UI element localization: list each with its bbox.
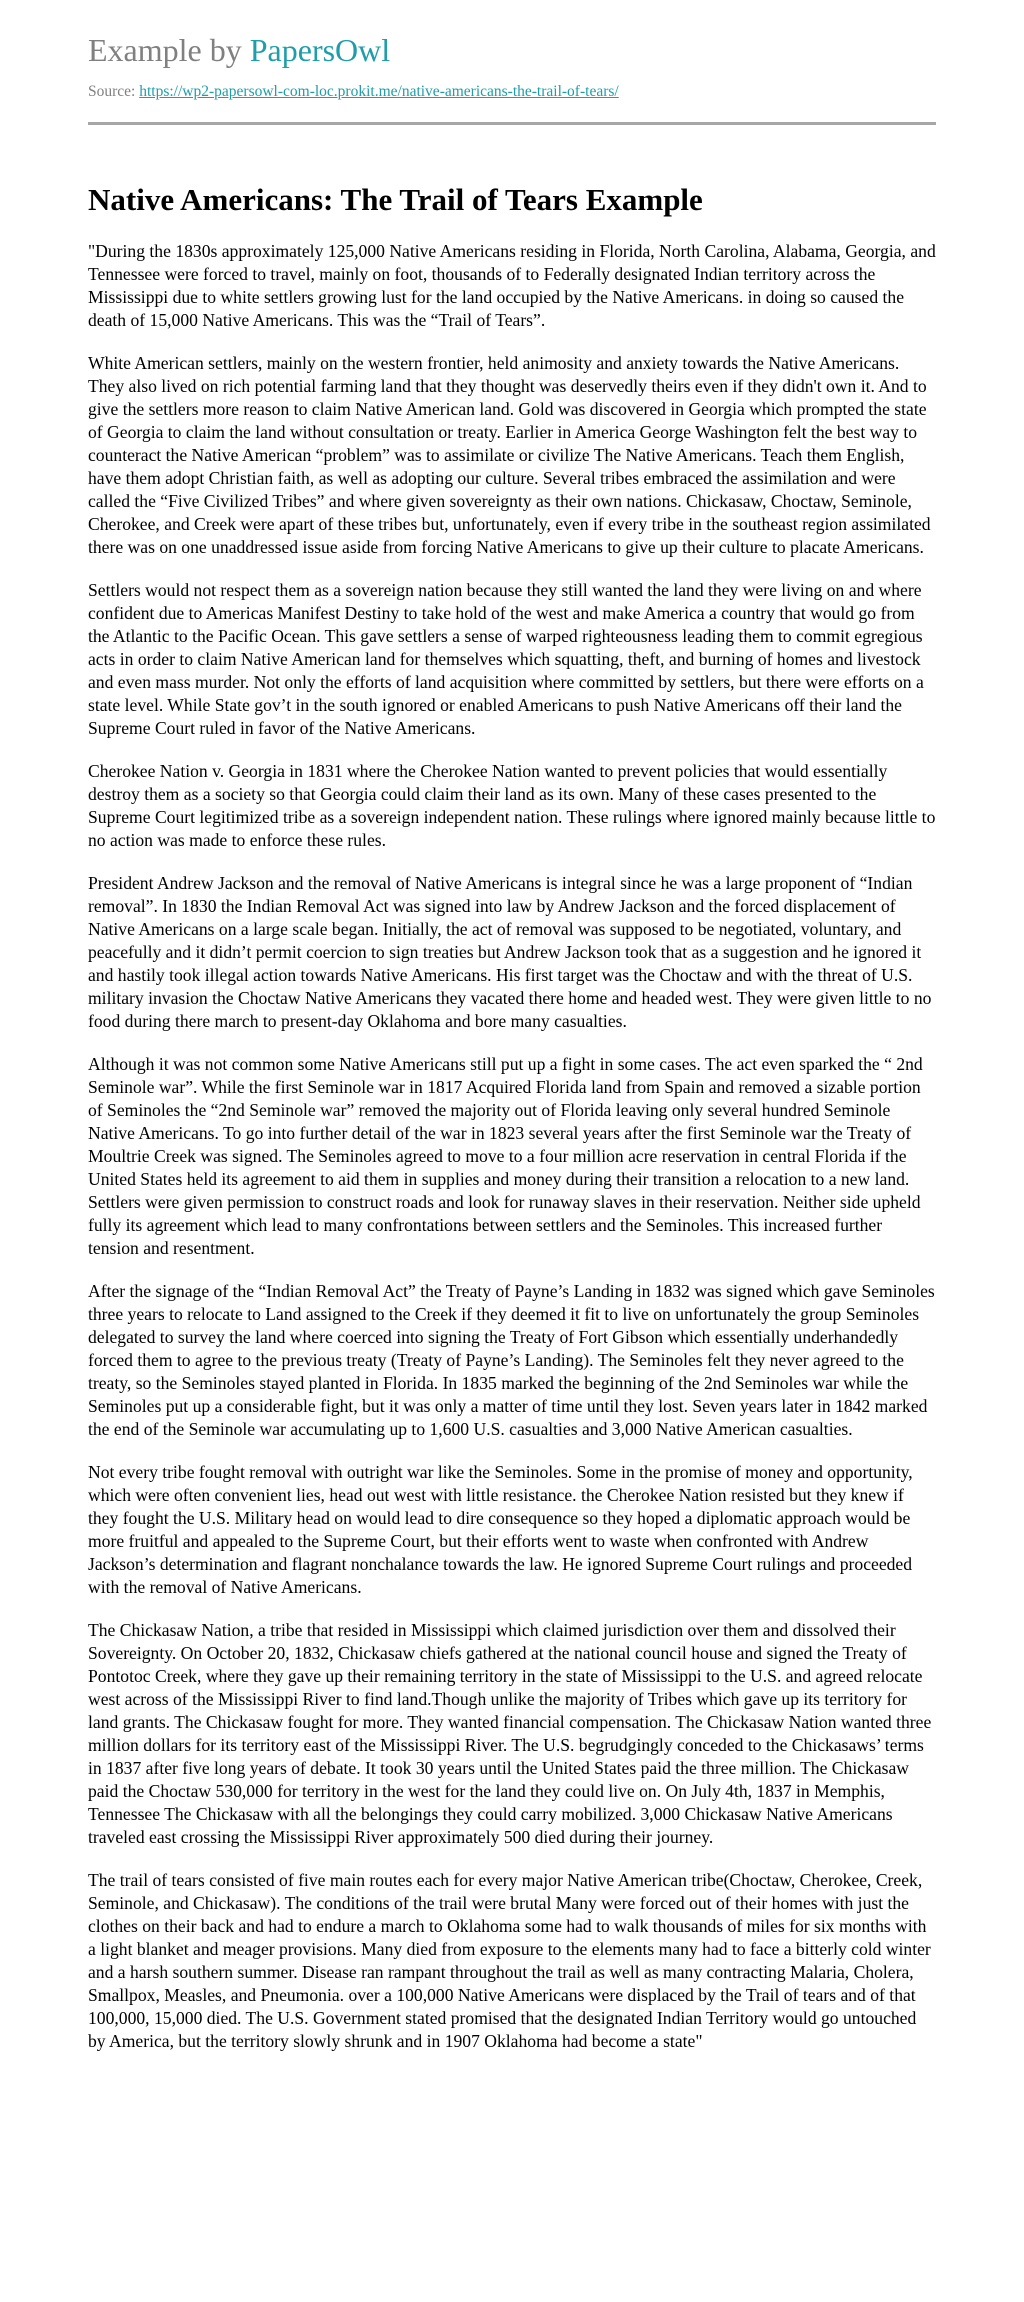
- header: [88, 28, 936, 102]
- source-line: [88, 82, 936, 102]
- paragraph: After the signage of the “Indian Removal Act” the Treaty of Payne’s Landing in 1832 was signed which gave Seminoles three years to relocate to Land assigned to the Creek if they deemed it fit to live on unfortunately the group Seminoles delegated to survey the land where coerced into signing the Treaty of Fort Gibson which essentially underhandedly forced them to agree to the previous treaty (Treaty of Payne’s Landing). The Seminoles felt they never agreed to the treaty, so the Seminoles stayed planted in Florida. In 1835 marked the beginning of the 2nd Seminoles war while the Seminoles put up a considerable fight, but it was only a matter of time until they lost. Seven years later in 1842 marked the end of the Seminole war accumulating up to 1,600 U.S. casualties and 3,000 Native American casualties.: [88, 1281, 935, 1439]
- source-link[interactable]: https://wp2-papersowl-com-loc.prokit.me/native-americans-the-trail-of-tears/: [139, 83, 619, 100]
- article-body: [88, 240, 936, 2073]
- paragraph: President Andrew Jackson and the removal of Native Americans is integral since he was a large proponent of “Indian removal”. In 1830 the Indian Removal Act was signed into law by Andrew Jackson and the forced displacement of Native Americans on a large scale began. Initially, the act of removal was supposed to be negotiated, voluntary, and peacefully and it didn’t permit coercion to sign treaties but Andrew Jackson took that as a suggestion and he ignored it and hastily took illegal action towards Native Americans. His first target was the Choctaw and with the threat of U.S. military invasion the Choctaw Native Americans they vacated there home and headed west. They were given little to no food during there march to present-day Oklahoma and bore many casualties.: [88, 873, 932, 1031]
- brand-name: PapersOwl: [249, 32, 391, 68]
- brand-line: [88, 28, 936, 72]
- paragraph: The Chickasaw Nation, a tribe that resided in Mississippi which claimed jurisdiction over them and dissolved their Sovereignty. On October 20, 1832, Chickasaw chiefs gathered at the national council house and signed the Treaty of Pontotoc Creek, where they gave up their remaining territory in the state of Mississippi to the U.S. and agreed relocate west across of the Mississippi River to find land.Though unlike the majority of Tribes which gave up its territory for land grants. The Chickasaw fought for more. They wanted financial compensation. The Chickasaw Nation wanted three million dollars for its territory east of the Mississippi River. The U.S. begrudgingly conceded to the Chickasaws’ terms in 1837 after five long years of debate. It took 30 years until the United States paid the three million. The Chickasaw paid the Choctaw 530,000 for territory in the west for the land they could live on. On July 4th, 1837 in Memphis, Tennessee The Chickasaw with all the belongings they could carry mobilized. 3,000 Chickasaw Native Americans traveled east crossing the Mississippi River approximately 500 died during their journey.: [88, 1620, 932, 1847]
- paragraph: The trail of tears consisted of five main routes each for every major Native American tribe(Choctaw, Cherokee, Creek, Seminole, and Chickasaw). The conditions of the trail were brutal Many were forced out of their homes with just the clothes on their back and had to endure a march to Oklahoma some had to walk thousands of miles for six months with a light blanket and meager provisions. Many died from exposure to the elements many had to face a bitterly cold winter and a harsh southern summer. Disease ran rampant throughout the trail as well as many contracting Malaria, Cholera, Smallpox, Measles, and Pneumonia. over a 100,000 Native Americans were displaced by the Trail of tears and of that 100,000, 15,000 died. The U.S. Government stated promised that the designated Indian Territory would go untouched by America, but the territory slowly shrunk and in 1907 Oklahoma had become a state": [88, 1870, 931, 2051]
- paragraph: Cherokee Nation v. Georgia in 1831 where the Cherokee Nation wanted to prevent policies that would essentially destroy them as a society so that Georgia could claim their land as its own. Many of these cases presented to the Supreme Court legitimized tribe as a sovereign independent nation. These rulings where ignored mainly because little to no action was made to enforce these rules.: [88, 761, 936, 850]
- source-label: Source:: [88, 83, 140, 100]
- header-divider: [88, 122, 936, 125]
- paragraph: Settlers would not respect them as a sovereign nation because they still wanted the land they were living on and where confident due to Americas Manifest Destiny to take hold of the west and make America a country that would go from the Atlantic to the Pacific Ocean. This gave settlers a sense of warped righteousness leading them to commit egregious acts in order to claim Native American land for themselves which squatting, theft, and burning of homes and livestock and even mass murder. Not only the efforts of land acquisition where committed by settlers, but there were efforts on a state level. While State gov’t in the south ignored or enabled Americans to push Native Americans off their land the Supreme Court ruled in favor of the Native Americans.: [88, 580, 924, 738]
- paragraph: Not every tribe fought removal with outright war like the Seminoles. Some in the promise of money and opportunity, which were often convenient lies, head out west with little resistance. the Cherokee Nation resisted but they knew if they fought the U.S. Military head on would lead to dire consequence so they hoped a diplomatic approach would be more fruitful and appealed to the Supreme Court, but their efforts went to waste when confronted with Andrew Jackson’s determination and flagrant nonchalance towards the law. He ignored Supreme Court rulings and proceeded with the removal of Native Americans.: [88, 1462, 913, 1597]
- brand-prefix: Example by: [88, 32, 250, 68]
- paragraph: White American settlers, mainly on the western frontier, held animosity and anxiety towards the Native Americans. They also lived on rich potential farming land that they thought was deservedly theirs even if they didn't own it. And to give the settlers more reason to claim Native American land. Gold was discovered in Georgia which prompted the state of Georgia to claim the land without consultation or treaty. Earlier in America George Washington felt the best way to counteract the Native American “problem” was to assimilate or civilize The Native Americans. Teach them English, have them adopt Christian faith, as well as adopting our culture. Several tribes embraced the assimilation and were called the “Five Civilized Tribes” and where given sovereignty as their own nations. Chickasaw, Choctaw, Seminole, Cherokee, and Creek were apart of these tribes but, unfortunately, even if every tribe in the southeast region assimilated there was on one unaddressed issue aside from forcing Native Americans to give up their culture to placate Americans.: [88, 353, 931, 557]
- paragraph: Although it was not common some Native Americans still put up a fight in some cases. The act even sparked the “ 2nd Seminole war”. While the first Seminole war in 1817 Acquired Florida land from Spain and removed a sizable portion of Seminoles the “2nd Seminole war” removed the majority out of Florida leaving only several hundred Seminole Native Americans. To go into further detail of the war in 1823 several years after the first Seminole war the Treaty of Moultrie Creek was signed. The Seminoles agreed to move to a four million acre reservation in central Florida if the United States held its agreement to aid them in supplies and money during their transition a relocation to a new land. Settlers were given permission to construct roads and look for runaway slaves in their reservation. Neither side upheld fully its agreement which lead to many confrontations between settlers and the Seminoles. This increased further tension and resentment.: [88, 1054, 923, 1258]
- paragraph: "During the 1830s approximately 125,000 Native Americans residing in Florida, North Carolina, Alabama, Georgia, and Tennessee were forced to travel, mainly on foot, thousands of to Federally designated Indian territory across the Mississippi due to white settlers growing lust for the land occupied by the Native Americans. in doing so caused the death of 15,000 Native Americans. This was the “Trail of Tears”.: [88, 241, 936, 330]
- article-title: Native Americans: The Trail of Tears Example: [88, 182, 703, 217]
